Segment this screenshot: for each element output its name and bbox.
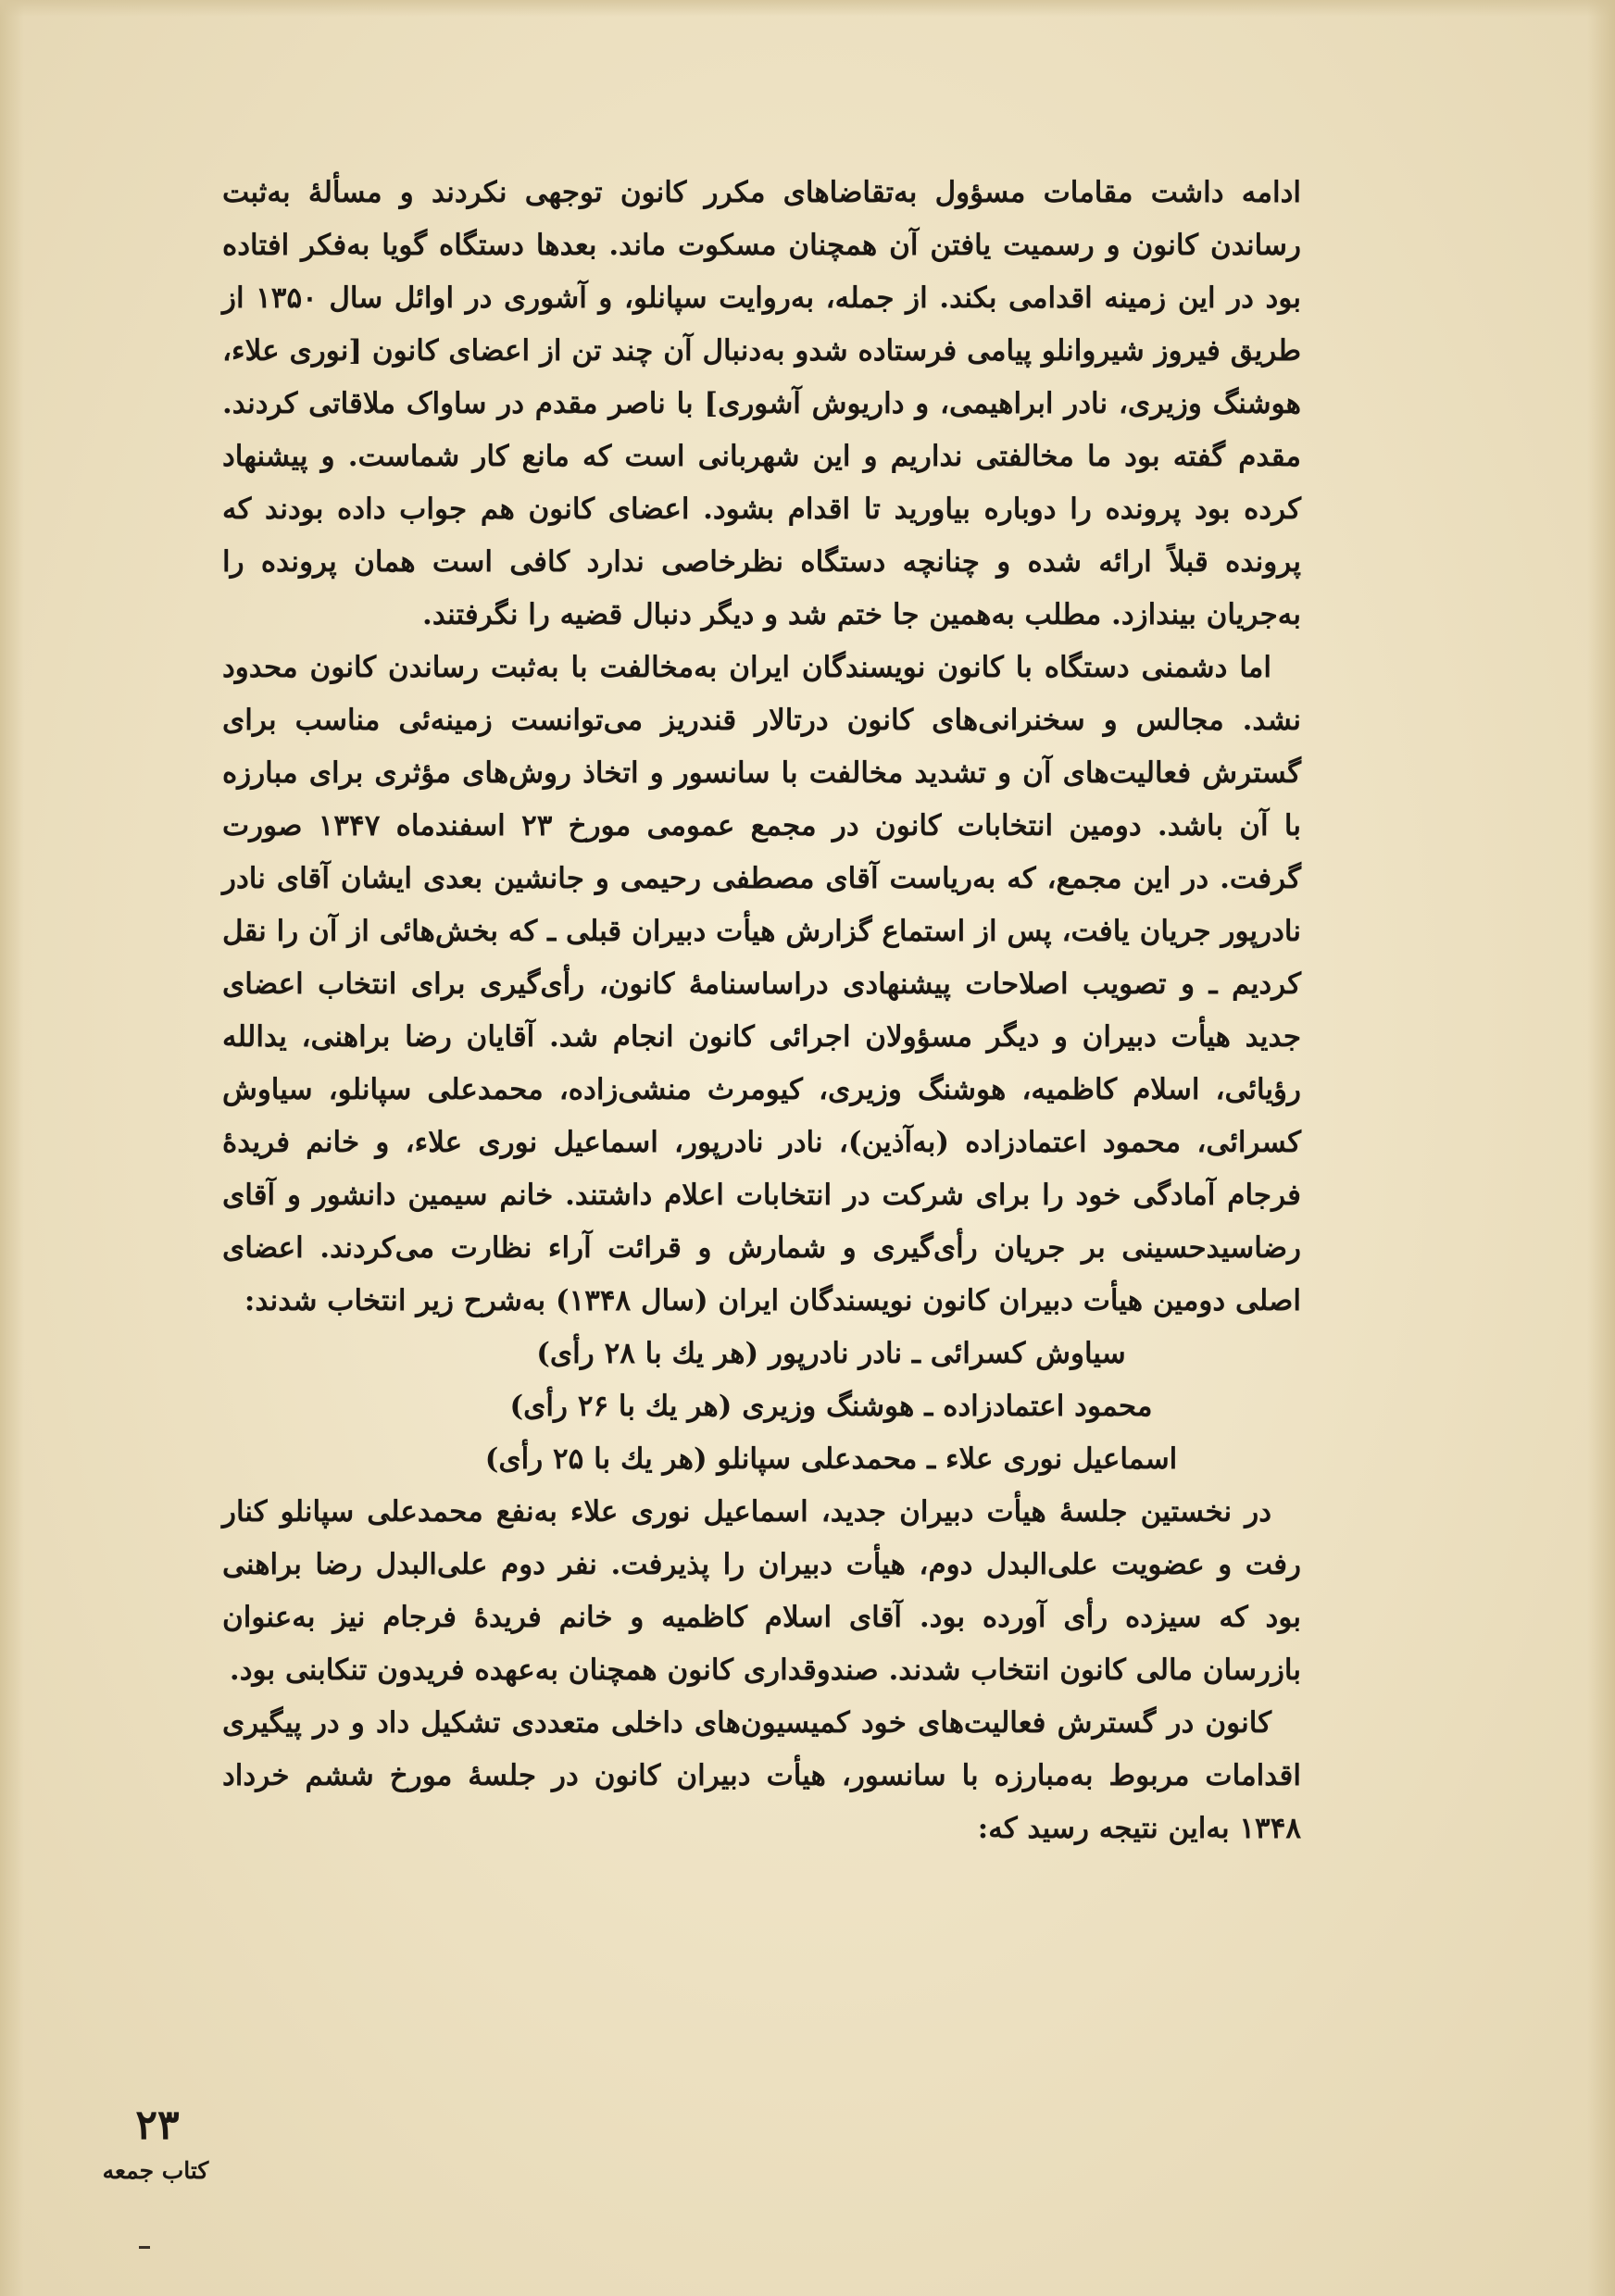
paragraph-2: اما دشمنی دستگاه با کانون نویسندگان ایران به‌مخالفت با به‌ثبت رساندن کانون محدود نشد. مجالس و سخنرانی‌های کانون درتالار قندریز می‌توانست زمینه‌ئی مناسب برای گسترش فعالیت‌های آن و تشدید مخالفت با سانسور و اتخاذ روش‌های مؤثری برای مبارزه با آن باشد. دومین انتخابات کانون در مجمع عمومی مورخ ۲۳ اسفندماه ۱۳۴۷ صورت گرفت. در این مجمع، که به‌ریاست آقای مصطفی رحیمی و جانشین بعدی ایشان آقای نادر نادرپور جریان یافت، پس از استماع گزارش هیأت دبیران قبلی ـ که بخش‌هائی از آن را نقل کردیم ـ و تصویب اصلاحات پیشنهادی دراساسنامهٔ کانون، رأی‌گیری برای انتخاب اعضای جدید هیأت دبیران و دیگر مسؤولان اجرائی کانون انجام شد. آقایان رضا براهنی، یدالله رؤیائی، اسلام کاظمیه، هوشنگ وزیری، کیومرث منشی‌زاده، محمدعلی سپانلو، سیاوش کسرائی، محمود اعتمادزاده (به‌آذین)، نادر نادرپور، اسماعیل نوری علاء، و خانم فریدهٔ فرجام آمادگی خود را برای شرکت در انتخابات اعلام داشتند. خانم سیمین دانشور و آقای رضاسیدحسینی بر جریان رأی‌گیری و شمارش و قرائت آراء نظارت می‌کردند. اعضای اصلی دومین هیأت دبیران کانون نویسندگان ایران (سال ۱۳۴۸) به‌شرح زیر انتخاب شدند: [222, 651, 1301, 1317]
book-title: کتاب جمعه [102, 2157, 209, 2184]
footer-dash [139, 2246, 150, 2249]
paragraph-3: در نخستین جلسهٔ هیأت دبیران جدید، اسماعیل نوری علاء به‌نفع محمدعلی سپانلو کنار رفت و عضویت علی‌البدل دوم، هیأت دبیران را پذیرفت. نفر دوم علی‌البدل رضا براهنی بود که سیزده رأی آورده بود. آقای اسلام کاظمیه و خانم فریدهٔ فرجام نیز به‌عنوان بازرسان مالی کانون انتخاب شدند. صندوقداری کانون همچنان به‌عهده فریدون تنکابنی بود. [222, 1495, 1301, 1687]
paper-edge-right [1587, 0, 1615, 2296]
paper-edge-left [0, 0, 24, 2296]
list-item: محمود اعتمادزاده ـ هوشنگ وزیری (هر یك با ۲۶ رأی) [509, 1390, 1153, 1423]
list-item: سیاوش کسرائی ـ نادر نادرپور (هر یك با ۲۸ رأی) [536, 1337, 1126, 1370]
paragraph-4: کانون در گسترش فعالیت‌های خود کمیسیون‌های داخلی متعددی تشکیل داد و در پیگیری اقدامات مربوط به‌مبارزه با سانسور، هیأت دبیران کانون در جلسهٔ مورخ ششم خرداد ۱۳۴۸ به‌این نتیجه رسید که: [222, 1706, 1301, 1845]
paragraph-1: ادامه داشت مقامات مسؤول به‌تقاضاهای مکرر کانون توجهی نکردند و مسألهٔ به‌ثبت رساندن کانون و رسمیت یافتن آن همچنان مسکوت ماند. بعدها دستگاه گویا به‌فکر افتاده بود در این زمینه اقدامی بکند. از جمله، به‌روایت سپانلو، و آشوری در اوائل سال ۱۳۵۰ از طریق فیروز شیروانلو پیامی فرستاده شدو به‌دنبال آن چند تن از اعضای کانون [نوری علاء، هوشنگ وزیری، نادر ابراهیمی، و داریوش آشوری] با ناصر مقدم در ساواک ملاقاتی کردند. مقدم گفته بود ما مخالفتی نداریم و این شهربانی است که مانع کار شماست. و پیشنهاد کرده بود پرونده را دوباره بیاورید تا اقدام بشود. اعضای کانون هم جواب داده بودند که پرونده قبلاً ارائه شده و چنانچه دستگاه نظرخاصی ندارد کافی است همان پرونده را به‌جریان بیندازد. مطلب به‌همین جا ختم شد و دیگر دنبال قضیه را نگرفتند. [222, 176, 1301, 631]
paper-edge-top [0, 0, 1615, 17]
elected-members-list [222, 1328, 1301, 1486]
body-text [222, 167, 1301, 1855]
page-number: ۲۳ [135, 2102, 180, 2149]
list-item: اسماعیل نوری علاء ـ محمدعلی سپانلو (هر یك با ۲۵ رأی) [484, 1442, 1178, 1476]
